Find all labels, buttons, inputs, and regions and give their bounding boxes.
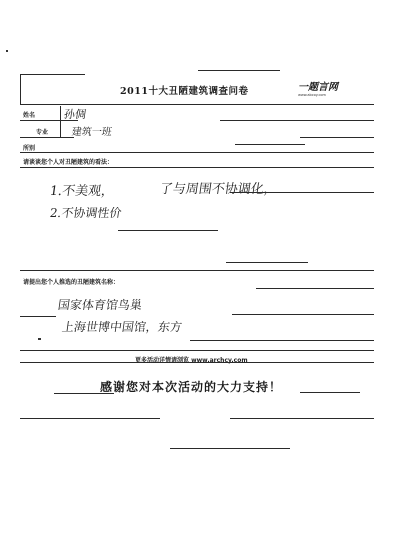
question2-prompt: 请提出您个人推选的丑陋建筑名称： [23, 279, 120, 286]
header-rule-1 [20, 74, 85, 75]
q2-answer-2: 上海世博中国馆，东方 [60, 320, 183, 334]
major-value: 建筑一班 [70, 127, 113, 138]
name-underline [20, 120, 78, 121]
footer-rule-7 [170, 448, 290, 449]
q2-answer-1: 国家体育馆鸟巢 [56, 298, 143, 312]
site-logo [298, 78, 360, 100]
question1-prompt: 请谈谈您个人对丑陋建筑的看法： [23, 159, 114, 166]
major-label: 专业 [36, 129, 49, 136]
q1-rule-1 [20, 167, 374, 168]
school-rule-right [235, 144, 305, 145]
q2-rule-2 [256, 288, 374, 289]
q1-answer-2: 了与周围不协调化， [158, 182, 278, 197]
footer-rule-3 [54, 393, 114, 394]
q1-rule-2 [230, 192, 374, 193]
school-underline [20, 152, 374, 153]
name-value: 孙倜 [63, 108, 87, 121]
closing-message: 感谢您对本次活动的大力支持！ [100, 380, 283, 394]
q1-answer-1: 1.不美观， [48, 184, 116, 199]
footer-rule-6 [230, 418, 374, 419]
page-title: 2011十大丑陋建筑调查问卷 [120, 86, 249, 97]
q2-rule-5 [190, 340, 374, 341]
name-divider [60, 106, 61, 138]
q2-mark [38, 338, 41, 340]
q2-rule-3 [232, 314, 374, 315]
school-label: 所别 [23, 145, 36, 152]
logo-url: www.abcoy.com [298, 93, 326, 97]
q2-rule-4 [20, 316, 56, 317]
name-label: 姓名 [23, 112, 36, 119]
major-rule-right [300, 137, 374, 138]
q1-answer-3: 2.不协调性价 [48, 206, 123, 220]
major-underline [20, 137, 74, 138]
stray-mark [6, 50, 8, 52]
name-rule-right [220, 120, 374, 121]
header-rule-2 [198, 70, 280, 71]
more-info-text: 更多活动详情请浏览 www.archcy.com [135, 357, 248, 364]
footer-rule-1 [20, 350, 374, 351]
footer-rule-5 [20, 418, 160, 419]
logo-text: 一题言网 [298, 82, 338, 93]
q1-rule-4 [226, 262, 308, 263]
q2-rule-1 [20, 270, 374, 271]
q1-rule-3 [118, 230, 218, 231]
footer-rule-4 [300, 392, 360, 393]
left-rule [20, 74, 21, 104]
header-rule-3 [20, 104, 374, 105]
footer-rule-2 [20, 362, 374, 363]
